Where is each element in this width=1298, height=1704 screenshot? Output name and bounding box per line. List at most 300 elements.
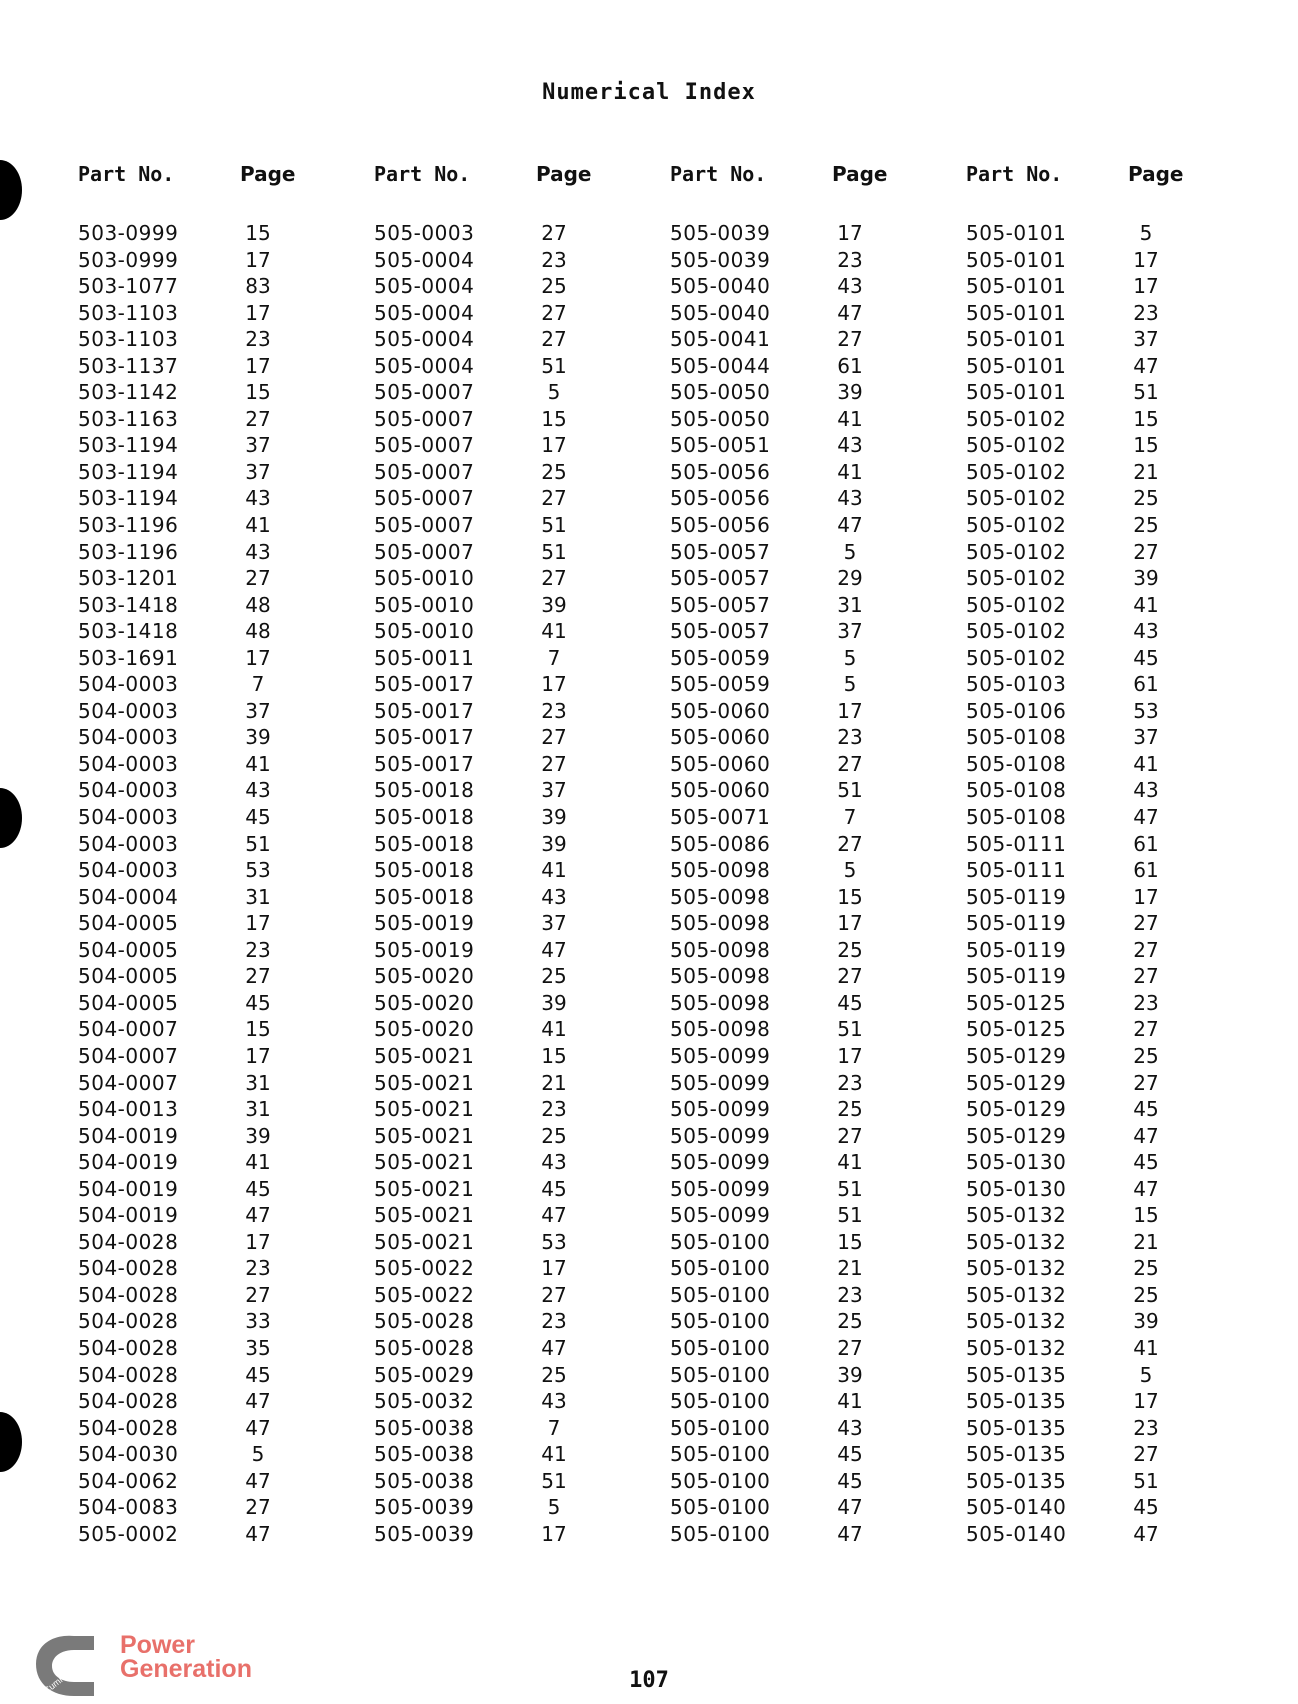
part-number: 505-0039 [670,247,771,272]
part-number: 504-0028 [78,1335,179,1360]
page-reference: 27 [1133,539,1159,564]
table-row [374,565,624,592]
part-number: 505-0060 [670,698,771,723]
part-number: 505-0129 [966,1123,1067,1148]
table-row [966,910,1216,937]
page-reference: 41 [245,1150,271,1175]
page-reference: 7 [547,645,561,670]
part-number: 505-0039 [670,221,771,245]
page-reference: 48 [245,619,271,644]
table-row [78,565,328,592]
page-reference: 47 [245,1203,271,1228]
part-number: 505-0101 [966,221,1067,245]
part-number: 504-0028 [78,1389,179,1414]
table-row [966,1335,1216,1362]
page-reference: 17 [541,433,567,458]
table-row [78,671,328,698]
part-number: 505-0056 [670,513,771,538]
table-row [966,220,1216,247]
part-number: 503-1201 [78,566,179,591]
page-reference: 15 [541,1043,567,1068]
part-number: 505-0010 [374,566,475,591]
table-row [670,1362,920,1389]
table-row [966,379,1216,406]
table-row [966,353,1216,380]
table-row [966,990,1216,1017]
table-row [670,698,920,725]
table-row [374,1149,624,1176]
table-row [78,1043,328,1070]
table-row [374,1494,624,1521]
part-number: 505-0100 [670,1389,771,1414]
part-number: 503-1418 [78,592,179,617]
table-row [966,1016,1216,1043]
part-number: 504-0007 [78,1070,179,1095]
page-reference: 37 [245,433,271,458]
page-reference: 23 [245,327,271,352]
part-number: 505-0017 [374,698,475,723]
index-column-4 [966,162,1216,1547]
part-number: 505-0007 [374,433,475,458]
part-number: 505-0132 [966,1229,1067,1254]
part-number: 505-0032 [374,1389,475,1414]
part-number: 505-0057 [670,619,771,644]
page-reference: 27 [837,1335,863,1360]
part-number: 505-0130 [966,1150,1067,1175]
table-row [78,1308,328,1335]
table-row [966,459,1216,486]
table-row [78,1441,328,1468]
part-number: 505-0021 [374,1176,475,1201]
part-number: 505-0010 [374,592,475,617]
part-number: 505-0098 [670,911,771,936]
table-row [670,910,920,937]
part-number: 503-1194 [78,433,179,458]
part-number: 505-0040 [670,300,771,325]
page-reference: 31 [245,884,271,909]
part-number: 505-0017 [374,672,475,697]
binder-hole-top [0,160,22,220]
part-number: 505-0102 [966,459,1067,484]
part-number: 505-0004 [374,274,475,299]
page-reference: 43 [1133,619,1159,644]
table-row [78,831,328,858]
table-row [670,459,920,486]
part-number: 505-0007 [374,513,475,538]
part-number: 503-1137 [78,353,179,378]
part-number: 504-0019 [78,1203,179,1228]
column-header [670,162,920,220]
page-header: Page [1128,162,1184,186]
page-reference: 51 [541,1468,567,1493]
part-number: 505-0101 [966,380,1067,405]
part-number: 504-0007 [78,1017,179,1042]
part-number: 505-0130 [966,1176,1067,1201]
page-reference: 17 [1133,247,1159,272]
page-reference: 41 [837,406,863,431]
table-row [78,1335,328,1362]
page-reference: 17 [541,1521,567,1546]
part-number: 505-0102 [966,486,1067,511]
part-number: 504-0019 [78,1150,179,1175]
page-reference: 43 [541,884,567,909]
part-number: 505-0021 [374,1070,475,1095]
page-reference: 47 [245,1389,271,1414]
page-reference: 47 [1133,1123,1159,1148]
table-row [78,1016,328,1043]
column-header [966,162,1216,220]
table-row [670,804,920,831]
page-reference: 17 [837,698,863,723]
table-row [374,1388,624,1415]
page-reference: 15 [245,1017,271,1042]
page-reference: 43 [245,486,271,511]
part-number: 505-0056 [670,486,771,511]
part-number: 505-0099 [670,1176,771,1201]
page-reference: 37 [1133,725,1159,750]
page-reference: 27 [837,831,863,856]
table-row [374,1255,624,1282]
part-number: 503-1163 [78,406,179,431]
part-number: 505-0099 [670,1203,771,1228]
table-row [670,406,920,433]
table-row [966,406,1216,433]
page-reference: 17 [837,221,863,245]
page-reference: 23 [837,1070,863,1095]
page-reference: 39 [1133,566,1159,591]
table-row [374,1415,624,1442]
page-reference: 39 [245,725,271,750]
page-reference: 47 [541,1203,567,1228]
part-number: 505-0020 [374,964,475,989]
part-number: 505-0007 [374,406,475,431]
part-number: 504-0005 [78,964,179,989]
page-reference: 23 [1133,1415,1159,1440]
table-row [374,512,624,539]
table-row [670,539,920,566]
part-number: 505-0086 [670,831,771,856]
page-reference: 45 [1133,1150,1159,1175]
binder-hole-middle [0,788,22,848]
table-row [670,1494,920,1521]
part-number: 505-0099 [670,1097,771,1122]
page-reference: 51 [541,539,567,564]
part-number: 505-0060 [670,751,771,776]
part-number: 505-0057 [670,592,771,617]
part-number: 505-0100 [670,1282,771,1307]
page-reference: 23 [541,1097,567,1122]
table-row [78,963,328,990]
table-row [670,831,920,858]
part-number: 505-0140 [966,1495,1067,1520]
table-row [670,1388,920,1415]
page-reference: 25 [837,937,863,962]
part-number: 504-0003 [78,778,179,803]
page-reference: 37 [245,698,271,723]
part-number: 505-0017 [374,751,475,776]
table-row [374,777,624,804]
table-row [374,1468,624,1495]
table-row [78,1255,328,1282]
page-reference: 39 [541,831,567,856]
part-no-header: Part No. [670,162,767,186]
page-reference: 45 [837,1442,863,1467]
table-row [78,406,328,433]
part-number: 505-0108 [966,778,1067,803]
part-number: 505-0119 [966,964,1067,989]
part-number: 504-0007 [78,1043,179,1068]
part-number: 505-0101 [966,274,1067,299]
table-row [966,1123,1216,1150]
page-reference: 7 [843,805,857,830]
table-row [78,1202,328,1229]
part-number: 505-0007 [374,380,475,405]
part-number: 505-0108 [966,751,1067,776]
table-row [670,1176,920,1203]
table-row [78,1149,328,1176]
part-number: 505-0022 [374,1256,475,1281]
part-number: 505-0108 [966,805,1067,830]
table-row [78,1388,328,1415]
page-reference: 51 [837,1176,863,1201]
table-row [78,857,328,884]
page-reference: 61 [837,353,863,378]
table-row [78,1123,328,1150]
page-reference: 23 [837,725,863,750]
part-number: 505-0100 [670,1309,771,1334]
part-number: 505-0100 [670,1521,771,1546]
page-reference: 5 [1139,221,1153,245]
table-row [670,220,920,247]
page-reference: 27 [245,566,271,591]
table-row [966,300,1216,327]
part-number: 504-0019 [78,1176,179,1201]
part-number: 505-0059 [670,645,771,670]
table-row [670,963,920,990]
table-row [374,1176,624,1203]
page-reference: 23 [245,937,271,962]
table-row [966,539,1216,566]
part-number: 505-0021 [374,1150,475,1175]
page-reference: 47 [245,1521,271,1546]
table-row [670,777,920,804]
page-reference: 47 [1133,353,1159,378]
page-reference: 41 [541,619,567,644]
table-row [966,618,1216,645]
part-number: 503-0999 [78,247,179,272]
table-row [78,1468,328,1495]
page-reference: 5 [843,672,857,697]
page-reference: 41 [245,751,271,776]
page-reference: 25 [541,964,567,989]
part-number: 504-0028 [78,1282,179,1307]
table-row [78,353,328,380]
page-reference: 27 [837,964,863,989]
part-number: 505-0060 [670,725,771,750]
part-number: 505-0060 [670,778,771,803]
page-reference: 61 [1133,831,1159,856]
page-reference: 43 [541,1389,567,1414]
page-reference: 17 [1133,1389,1159,1414]
table-row [78,485,328,512]
page-reference: 21 [541,1070,567,1095]
table-row [78,1229,328,1256]
page-reference: 51 [837,778,863,803]
table-row [670,751,920,778]
page-reference: 17 [1133,884,1159,909]
part-number: 504-0083 [78,1495,179,1520]
page-reference: 15 [837,884,863,909]
table-row [78,910,328,937]
table-row [966,1415,1216,1442]
table-row [78,1096,328,1123]
part-number: 505-0101 [966,247,1067,272]
part-number: 505-0039 [374,1495,475,1520]
table-row [78,884,328,911]
page-reference: 43 [245,539,271,564]
part-number: 503-1194 [78,486,179,511]
table-row [966,1096,1216,1123]
table-row [374,910,624,937]
table-row [670,645,920,672]
table-row [670,884,920,911]
table-row [78,724,328,751]
table-row [78,539,328,566]
page-reference: 39 [541,805,567,830]
table-row [374,1229,624,1256]
page-reference: 47 [837,300,863,325]
table-row [374,937,624,964]
table-row [670,1308,920,1335]
table-row [374,1123,624,1150]
page-header: Page [240,162,296,186]
part-number: 505-0059 [670,672,771,697]
table-row [374,592,624,619]
page-reference: 51 [541,353,567,378]
table-row [966,1468,1216,1495]
page-reference: 27 [837,1123,863,1148]
table-row [374,963,624,990]
table-row [670,300,920,327]
table-row [670,1229,920,1256]
table-row [966,432,1216,459]
table-row [670,990,920,1017]
table-row [78,1176,328,1203]
table-row [966,1441,1216,1468]
page-reference: 45 [245,1176,271,1201]
page-reference: 27 [1133,911,1159,936]
table-row [966,1043,1216,1070]
table-row [374,671,624,698]
page-header: Page [536,162,592,186]
page-reference: 53 [245,858,271,883]
table-row [374,1202,624,1229]
part-number: 505-0102 [966,433,1067,458]
part-number: 505-0018 [374,778,475,803]
page-reference: 23 [1133,990,1159,1015]
page-reference: 7 [547,1415,561,1440]
part-number: 505-0135 [966,1415,1067,1440]
page-reference: 27 [1133,1017,1159,1042]
table-row [966,485,1216,512]
page-reference: 45 [1133,645,1159,670]
part-number: 505-0132 [966,1309,1067,1334]
table-row [374,618,624,645]
part-number: 505-0018 [374,884,475,909]
part-number: 504-0030 [78,1442,179,1467]
part-number: 505-0050 [670,406,771,431]
page-reference: 5 [843,858,857,883]
page-reference: 43 [837,486,863,511]
page-reference: 39 [837,1362,863,1387]
table-row [670,592,920,619]
part-number: 505-0135 [966,1389,1067,1414]
page-reference: 43 [245,778,271,803]
part-number: 505-0098 [670,1017,771,1042]
part-number: 505-0018 [374,858,475,883]
table-row [670,857,920,884]
table-row [78,645,328,672]
table-row [374,804,624,831]
part-number: 505-0007 [374,459,475,484]
part-number: 505-0020 [374,990,475,1015]
table-row [670,937,920,964]
page-reference: 51 [837,1203,863,1228]
table-row [966,857,1216,884]
page-reference: 41 [541,1442,567,1467]
page-reference: 47 [245,1468,271,1493]
index-column-1 [78,162,328,1547]
page-reference: 27 [541,725,567,750]
table-row [966,1229,1216,1256]
table-row [966,1362,1216,1389]
page-number: 107 [629,1668,669,1693]
table-row [78,1282,328,1309]
part-number: 505-0108 [966,725,1067,750]
page-reference: 17 [245,911,271,936]
page-reference: 17 [245,1043,271,1068]
part-number: 505-0125 [966,990,1067,1015]
table-row [670,1468,920,1495]
table-row [78,777,328,804]
table-row [78,459,328,486]
part-number: 505-0002 [78,1521,179,1546]
page-reference: 15 [541,406,567,431]
part-number: 505-0044 [670,353,771,378]
table-row [670,1096,920,1123]
logo-line-2: Generation [120,1655,252,1683]
part-number: 505-0038 [374,1415,475,1440]
table-row [374,406,624,433]
page-reference: 25 [1133,1043,1159,1068]
page-reference: 25 [1133,513,1159,538]
table-row [78,300,328,327]
page-reference: 27 [245,1495,271,1520]
table-row [78,937,328,964]
page-reference: 27 [1133,1442,1159,1467]
table-row [78,379,328,406]
page-reference: 21 [1133,459,1159,484]
part-number: 503-1103 [78,300,179,325]
page-reference: 25 [541,1123,567,1148]
table-row [374,1070,624,1097]
part-number: 505-0103 [966,672,1067,697]
part-number: 505-0057 [670,566,771,591]
page-reference: 27 [1133,964,1159,989]
page-reference: 27 [837,751,863,776]
table-row [374,724,624,751]
part-number: 505-0111 [966,831,1067,856]
